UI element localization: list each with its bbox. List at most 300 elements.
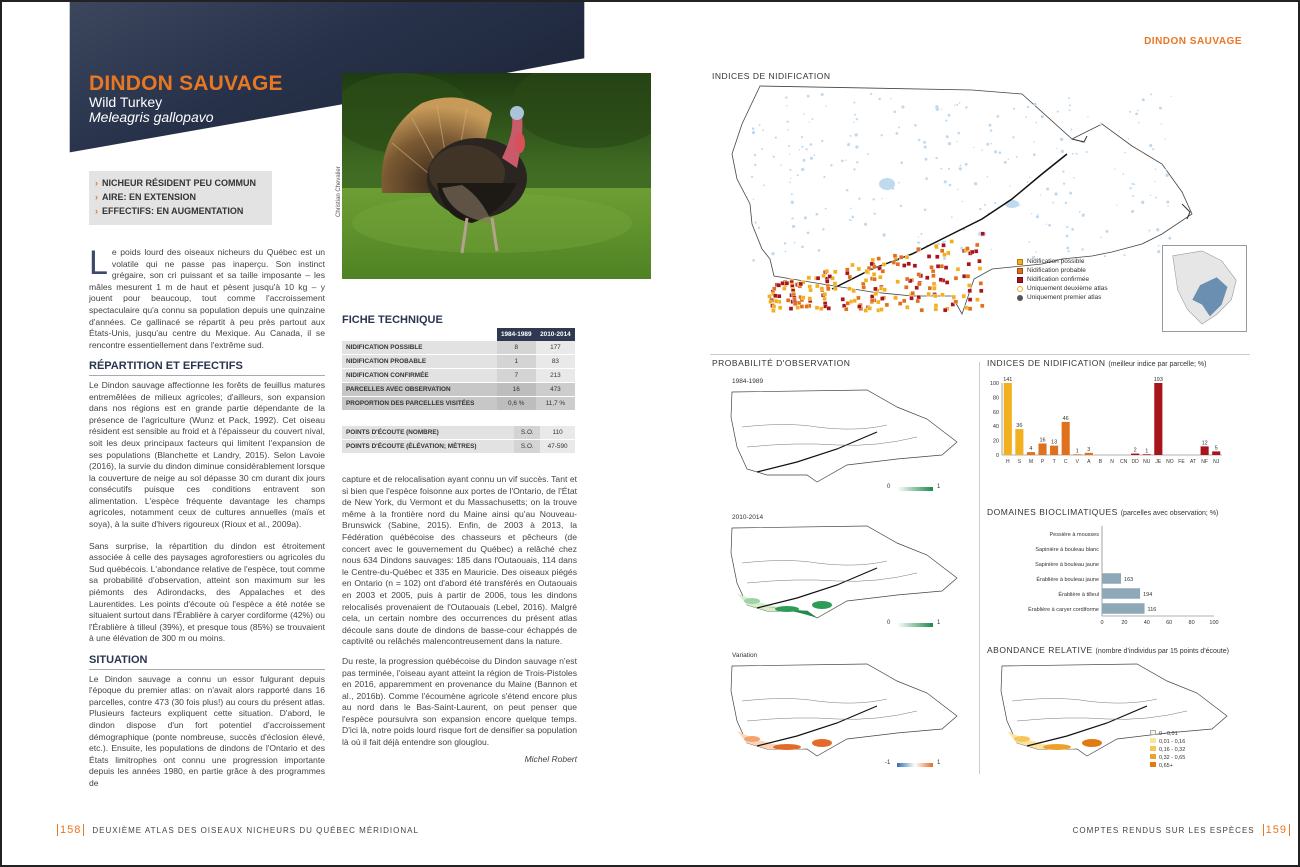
lake-dot [893,110,896,113]
y-tick-label: 0 [995,453,999,459]
lake-dot [1131,183,1133,185]
page-number: 159 [1263,824,1290,836]
breeding-square [968,298,972,302]
abund-title: ABONDANCE RELATIVE (nombre d'individus par 15 points d'écoute) [987,645,1229,655]
data-label: 3 [1087,446,1091,453]
lake-dot [780,165,781,166]
category-label: Sapinière à bouleau jaune [1035,561,1099,568]
x-tick-label: NF [1201,459,1208,465]
breeding-square [807,276,811,280]
divider [710,354,1250,355]
lake-dot [1081,248,1083,250]
lake-dot [814,154,816,156]
breeding-square [920,308,924,312]
lake-dot [918,236,919,237]
prob-map-label: 2010-2014 [732,514,764,521]
lake-dot [1123,254,1125,256]
row-value: 83 [536,355,575,369]
lake-dot [1166,200,1169,203]
data-label: 13 [1051,439,1058,446]
lake-dot [786,105,788,107]
scale-max: 1 [937,484,941,490]
lake-dot [973,147,974,148]
breeding-square [943,253,947,257]
lake-dot [1028,241,1030,243]
breeding-square [877,257,881,261]
breeding-square [917,295,921,299]
x-tick-label: AT [1190,459,1197,465]
chevron-right-icon: › [95,192,98,202]
breeding-square [910,296,914,300]
breeding-square [882,262,886,266]
species-name-latin: Meleagris gallopavo [89,109,214,125]
row-value: 473 [536,383,575,397]
lake-dot [849,219,851,221]
lake-dot [1063,182,1065,184]
lake-dot [954,105,955,106]
breeding-square [940,293,944,297]
breeding-square [769,300,773,304]
breeding-square [841,297,845,301]
lake-dot [870,93,872,95]
lake-dot [801,245,804,248]
lake-dot [790,177,791,178]
breeding-square [823,297,827,301]
lake-dot [855,133,858,136]
lake-dot [854,114,856,116]
breeding-square [939,278,943,282]
lake-dot [1148,229,1150,231]
lake-dot [890,98,891,99]
lake-dot [804,216,807,219]
lake-dot [923,141,926,144]
breeding-square [852,289,856,293]
data-label: 163 [1124,576,1134,583]
lake-dot [754,154,756,156]
lake-dot [823,176,825,178]
breeding-square [809,288,813,292]
lake-dot [940,168,942,170]
breeding-square [896,280,900,284]
x-tick-label: T [1052,459,1056,465]
row-label: POINTS D'ÉCOUTE (NOMBRE) [342,426,514,440]
color-scale [897,763,933,767]
breeding-square [825,279,829,283]
lake-dot [807,231,810,234]
bar [1027,452,1035,455]
lake-dot [751,176,753,178]
breeding-square [870,298,874,302]
lake-dot [881,198,882,199]
lake-dot [803,159,806,162]
data-label: 46 [1062,415,1069,422]
scale-min: 0 [887,484,891,490]
divider [979,362,980,774]
row-label: PARCELLES AVEC OBSERVATION [342,383,497,397]
breeding-square [915,286,919,290]
lake-dot [799,149,800,150]
breeding-square [768,294,772,298]
lake-dot [1155,168,1157,170]
lake-dot [991,249,992,250]
lake-dot [1035,251,1037,253]
x-tick-label: A [1087,459,1091,465]
lake-dot [951,216,953,218]
lake-dot [1076,153,1078,155]
row-label: PROPORTION DES PARCELLES VISITÉES [342,397,497,411]
fiche-table [342,328,575,411]
row-label: NIDIFICATION CONFIRMÉE [342,369,497,383]
color-scale [897,623,933,627]
breeding-square [789,307,793,311]
row-label: NIDIFICATION PROBABLE [342,355,497,369]
x-tick-label: NJ [1213,459,1220,465]
lake-dot [1052,202,1054,204]
lake-dot [1033,103,1036,106]
lake-dot [1142,98,1145,101]
y-tick-label: 40 [992,424,999,431]
row-label: POINTS D'ÉCOUTE (ÉLÉVATION; MÈTRES) [342,440,514,454]
x-tick-label: B [1098,459,1103,465]
lake-dot [789,153,790,154]
lake-dot [942,241,944,243]
breeding-square [978,267,982,271]
breeding-square [911,291,915,295]
breeding-square [871,258,875,262]
lake-dot [1137,110,1139,112]
x-tick-label: 60 [1166,620,1173,626]
lake-dot [1165,169,1167,171]
breeding-square [870,295,874,299]
lake-dot [850,207,852,209]
breeding-square [828,274,832,278]
x-tick-label: S [1017,459,1022,465]
x-tick-label: H [1005,459,1010,465]
breeding-square [907,262,911,266]
lake-dot [1122,173,1124,175]
breeding-square [853,299,857,303]
breeding-square [879,308,883,312]
breeding-square [773,294,777,298]
lake-dot [925,177,928,180]
breeding-square [833,282,837,286]
lake-dot [1031,213,1032,214]
paragraph: Du reste, la progression québécoise du Dindon sauvage n'est pas terminée, l'oiseau ayant atteint la région de Trois-Pistoles en 2016, apparemment en provenance du Maine (Bannon et al., 2016b). Comme l'écoumène agricole s'étend encore plus au nord dans le Bas-Saint-Laurent, on peut penser que l'espèce poursuivra son expansion encore quelque temps. D'ici là, notre poids lourd risque fort de densifier sa population là où il fait déjà entendre son glouglou. [342,655,577,748]
breeding-square [931,269,935,273]
lake-dot [974,182,977,185]
lake-dot [1004,161,1007,164]
breeding-square [965,247,969,251]
lake-dot [900,205,902,207]
lake-dot [1029,177,1030,178]
lake-dot [1167,205,1169,207]
lake-dot [924,158,927,161]
x-tick-label: NU [1143,459,1151,465]
page-number: 158 [57,824,84,836]
bar [1015,429,1023,455]
lake-dot [1105,230,1108,233]
breeding-square [981,232,985,236]
lake-dot [856,118,858,120]
breeding-square [956,267,960,271]
photo-credit: Christian Chevalier [336,166,342,217]
bar [1062,422,1070,455]
breeding-square [946,251,950,255]
breeding-square [893,296,897,300]
table-header: 2010-2014 [536,328,575,341]
breeding-square [786,298,790,302]
row-value: 16 [497,383,536,397]
breeding-square [935,255,939,259]
lake-dot [957,189,958,190]
lake-dot [1141,201,1144,204]
lake-dot [752,131,755,134]
breeding-square [928,286,932,290]
breeding-square [902,264,906,268]
table-header: 1984-1989 [497,328,536,341]
bar [1102,588,1140,599]
bar [1085,453,1093,455]
breeding-square [940,264,944,268]
data-label: 1 [1145,448,1149,455]
prob-map-2014 [727,523,967,623]
lake-dot [1056,148,1057,149]
lake-dot [846,189,849,192]
data-label: 5 [1214,445,1218,452]
lake-dot [787,129,788,130]
lake-dot [853,122,855,124]
table-row [342,369,575,383]
paragraph: Le Dindon sauvage a connu un essor fulgurant depuis l'époque du premier atlas: on n'avait alors rapporté dans 16 parcelles, contre 473 (30 fois plus!) au cours du présent atlas. Plusieurs facteurs expliquent cette situation. D'abord, le dindon dispose d'un fort potentiel d'accroissement démographique (ponte nombreuse, succès d'éclosion élevé, etc.). Ensuite, les populations de dindons de l'Ontario et des États limitrophes ont connu une progression importante depuis les années 1980, en partie grâce à des programmes de [89,673,325,788]
lake-dot [1066,235,1069,238]
breeding-square [846,301,850,305]
lake-dot [1035,122,1037,124]
nesting-bar-chart [984,377,1229,487]
category-label: Pessière à mousses [1049,531,1099,538]
breeding-square [932,286,936,290]
lake-dot [882,233,885,236]
lake-dot [853,168,855,170]
lake-dot [803,113,805,115]
category-label: Érablière à tilleul [1058,591,1099,598]
prob-map-label: Variation [732,652,758,659]
abundance-map [997,661,1237,761]
breeding-square [927,254,931,258]
lake-dot [1019,205,1021,207]
row-value: S.O. [514,440,540,454]
lake-dot [759,124,761,126]
breeding-square [772,305,776,309]
lake-dot [787,121,789,123]
breeding-square [945,280,949,284]
lake-dot [853,102,855,104]
breeding-square [778,306,782,310]
lake-dot [984,204,986,206]
lake-dot [818,249,821,252]
bar [1038,443,1046,455]
lake-dot [1027,106,1029,108]
lake-dot [935,105,938,108]
lake-dot [815,213,818,216]
row-value: 0,6 % [497,397,536,411]
lake-dot [986,143,989,146]
lake-dot [1149,144,1152,147]
breeding-square [899,255,903,259]
lake-dot [878,98,881,101]
breeding-square [881,269,885,273]
breeding-square [805,304,809,308]
lake-dot [988,124,991,127]
species-name-en: Wild Turkey [89,94,163,110]
breeding-square [932,282,936,286]
breeding-square [878,275,882,279]
species-name-fr: DINDON SAUVAGE [89,72,283,95]
lake-dot [941,109,942,110]
lake-dot [949,184,952,187]
x-tick-label: N [1110,459,1114,465]
lake-dot [1159,107,1162,110]
lake-dot [999,151,1002,154]
breeding-square [785,281,789,285]
lake-dot [1008,159,1009,160]
row-value: 11,7 % [536,397,575,411]
lake-dot [811,118,813,120]
lake-dot [1166,174,1169,177]
x-tick-label: NO [1166,459,1174,465]
bar [1102,603,1145,614]
lake-dot [821,93,824,96]
lake-dot [1071,228,1074,231]
lake-dot [1013,108,1015,110]
breeding-square [962,294,966,298]
legend-item: Nidification confirmée [1017,275,1108,284]
lake-dot [1009,185,1010,186]
breeding-square [885,303,889,307]
category-label: Érablière à bouleau jaune [1036,576,1099,583]
lake-dot [1168,237,1171,240]
breeding-square [893,254,897,258]
lake-dot [948,114,951,117]
lake-dot [801,146,803,148]
x-tick-label: V [1075,459,1079,465]
lake-dot [1069,104,1071,106]
lake-dot [1131,210,1134,213]
breeding-square [966,274,970,278]
bar [1131,454,1139,455]
lake-dot [754,221,756,223]
x-tick-label: CN [1119,459,1128,465]
lake-dot [959,102,961,104]
intro-paragraph: Le poids lourd des oiseaux nicheurs du Québec est un volatile qui ne passe pas inaperçu. Son instinct grégaire, son cri puissant et sa taille imposante – les mâles mesurent 1 m de haut et pèsent jusqu'à 10 kg – y jouent pour beaucoup, tout comme l'accroissement spectaculaire qu'a connu sa population depuis une quinzaine d'années. Ce gallinacé se répartit à peu près partout aux États-Unis, jusqu'au centre du Mexique. Au Canada, il se rencontre essentiellement dans l'extrême sud. [89,244,325,350]
breeding-square [815,284,819,288]
lake-dot [1082,214,1085,217]
lake-dot [1027,181,1029,183]
breeding-square [876,300,880,304]
lake-dot [1132,195,1134,197]
lake-dot [785,251,787,253]
breeding-square [819,307,823,311]
breeding-square [793,302,797,306]
breeding-square [865,269,869,273]
lake-dot [1041,115,1044,118]
author-signature: Michel Robert [524,754,577,764]
lake-dot [771,252,774,255]
section-heading-repartition: RÉPARTITION ET EFFECTIFS [89,361,325,376]
breeding-square [872,272,876,276]
lake-dot [996,115,999,118]
lake-dot [1038,214,1039,215]
fiche-table-2 [342,426,575,454]
lake-dot [1118,130,1120,132]
breeding-square [975,298,979,302]
lake-dot [807,95,810,98]
lake-dot [855,145,858,148]
lake-dot [1016,156,1018,158]
turkey-photo [342,73,651,279]
breeding-square [913,264,917,268]
breeding-square [801,296,805,300]
data-label: 1 [1075,448,1079,455]
breeding-square [862,285,866,289]
paragraph: Le Dindon sauvage affectionne les forêts de feuillus matures entremêlées de milieux agricoles; d'ailleurs, son expansion dans nos régions est en grande partie dépendante de la présence de l'agriculture (Wunz et Pack, 1992). Cet oiseau résident est sensible au froid et à l'épaisseur du couvert nival, soit les deux principaux facteurs qui limitent l'expansion de ses populations (Blanchette et Landry, 2015). Selon Lavoie (2016), la survie du dindon diminue considérablement lorsque la couverture de neige au sol dépasse 30 cm durant dix jours consécutifs puisque ces conditions entravent son alimentation. L'espèce fréquente davantage les champs agricoles, notamment ceux de cultures annuelles (maïs et soya), à la suite d'hivers rigoureux (Rioux et al., 2009a). [89,379,325,530]
lake-dot [1066,226,1068,228]
breeding-square [979,289,983,293]
breeding-square [934,304,938,308]
lake-dot [990,143,992,145]
lake-dot [945,240,946,241]
lake-dot [810,143,813,146]
lake-dot [898,126,900,128]
lake-dot [924,208,927,211]
prob-map-variation [727,661,967,761]
lake-dot [1086,151,1088,153]
data-label: 36 [1016,423,1023,430]
lake-dot [1150,93,1152,95]
lake-dot [758,228,759,229]
row-value: 8 [497,341,536,355]
breeding-square [962,274,966,278]
lake-dot [763,184,765,186]
lake-dot [1161,123,1162,124]
breeding-square [777,283,781,287]
breeding-square [916,247,920,251]
lake-dot [1057,110,1059,112]
lake-dot [1033,141,1035,143]
table-row [342,355,575,369]
data-label: 2 [1133,447,1137,454]
lake-dot [785,96,787,98]
lake-dot [1138,122,1140,124]
status-item: › AIRE: EN EXTENSION [95,192,197,202]
lake-dot [900,161,903,164]
x-tick-label: 40 [1143,620,1150,626]
lake-dot [784,242,786,244]
breeding-square [825,269,829,273]
lake-dot [981,149,983,151]
lake-dot [1100,123,1102,125]
breeding-square [954,276,958,280]
x-tick-label: C [1063,459,1068,465]
lake-dot [1129,111,1131,113]
breeding-square [775,299,779,303]
lake-dot [841,160,844,163]
breeding-square [925,276,929,280]
lake-dot [797,174,799,176]
legend-item: Uniquement deuxième atlas [1017,284,1108,293]
scale-max: 1 [937,620,941,626]
color-scale [897,487,933,491]
x-tick-label: P [1040,459,1045,465]
